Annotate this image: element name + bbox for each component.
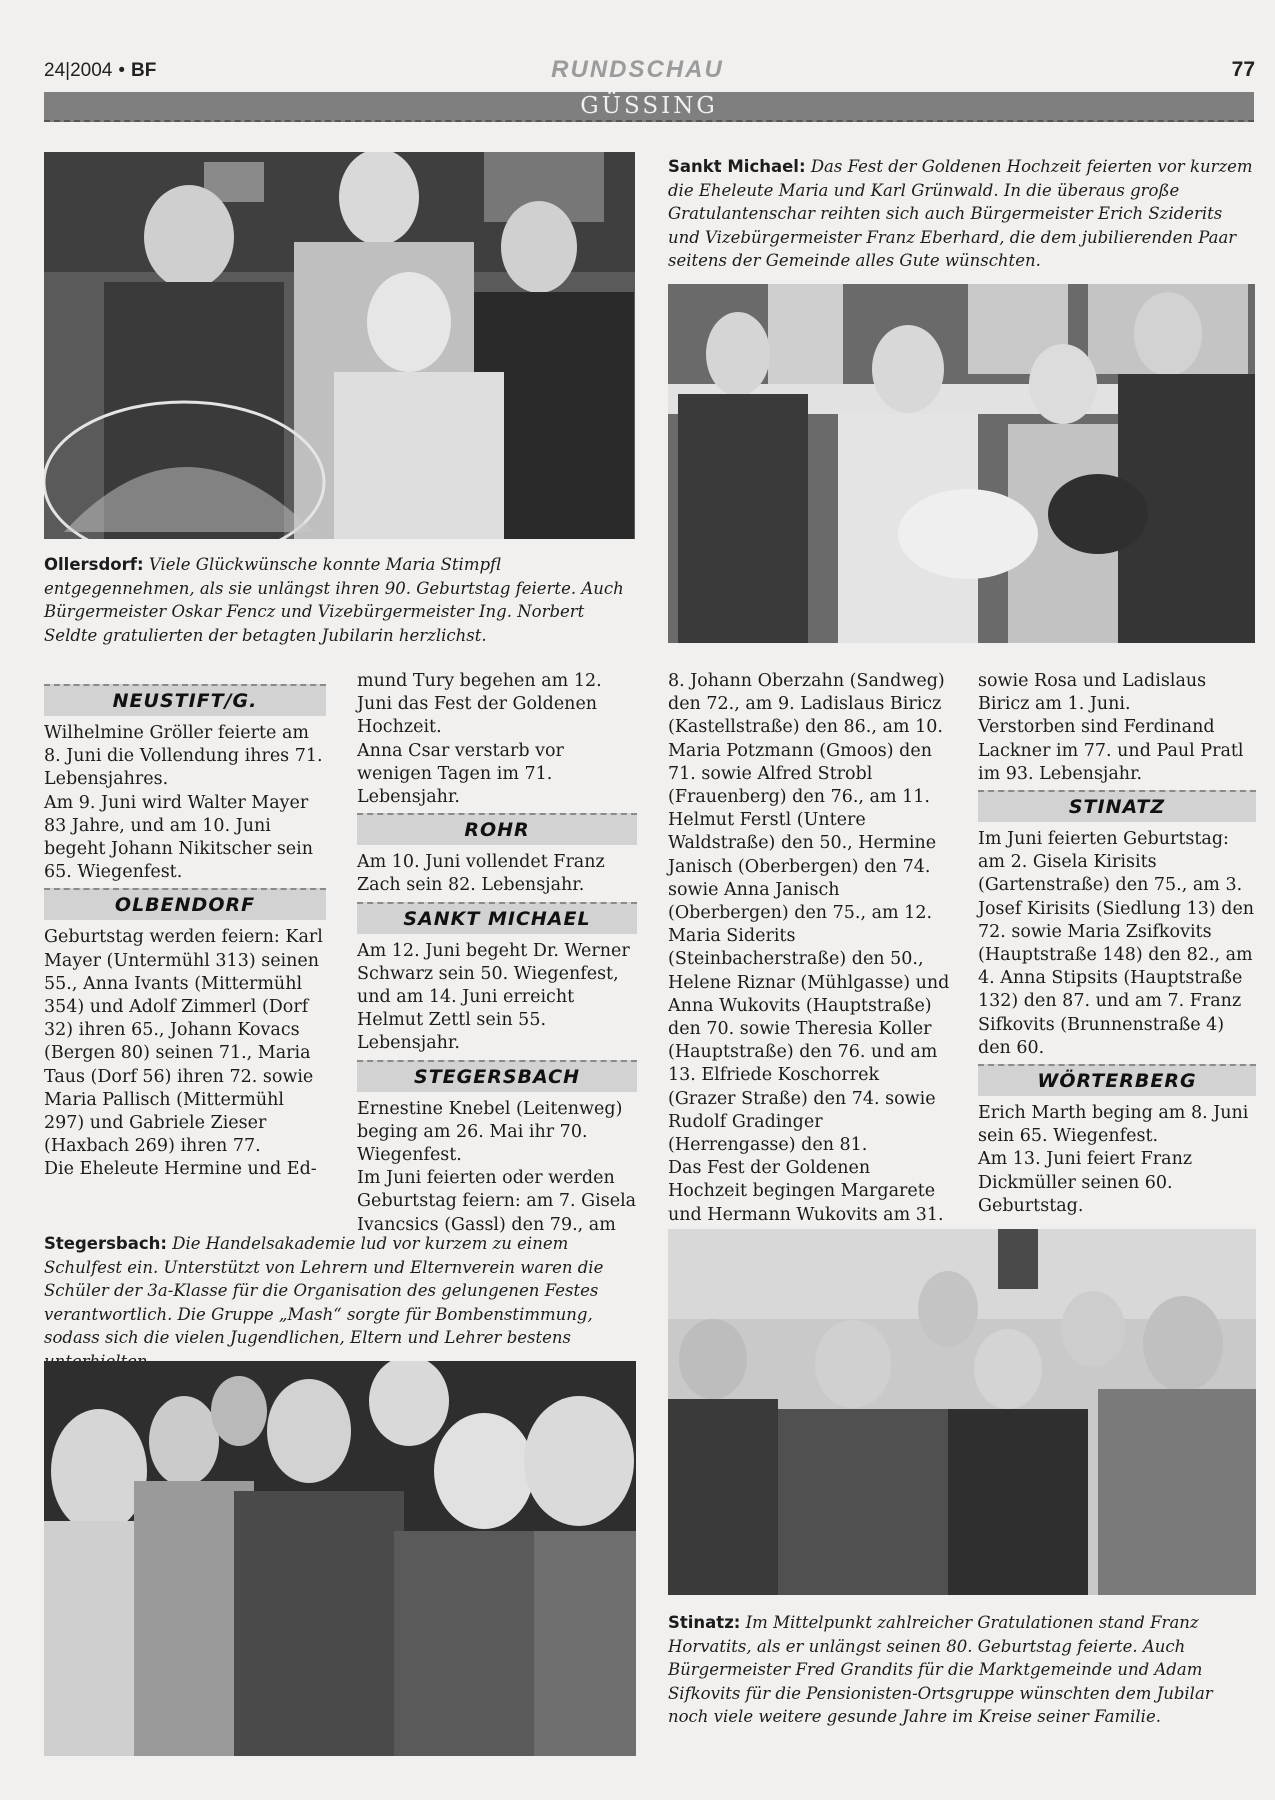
section-title: RUNDSCHAU [551,56,724,83]
article-paragraph: Verstorben sind Ferdinand Lackner im 77. und Paul Pratl im 93. Lebensjahr. [978,717,1244,784]
section-heading-rohr: ROHR [357,813,637,845]
article-paragraph: 8. Johann Oberzahn (Sandweg) den 72., am 9. Ladislaus Biricz (Kastellstraße) den 86., am 10. Maria Potzmann (Gmoos) den 71. sowie Alfred Strobl (Frauenberg) den 76., am 11. Helmut Ferstl (Untere Waldstraße) den 50., Hermine Janisch (Oberbergen) den 74. sowie Anna Janisch (Oberbergen) den 75., am 12. Maria Siderits (Steinbacherstraße) den 50., Helene Riznar (Mühlgasse) und Anna Wukovits (Hauptstraße) den 70. sowie Theresia Koller (Hauptstraße) den 76. und am 13. Elfriede Koschorrek (Grazer Straße) den 74. sowie Rudolf Gradinger (Herrengasse) den 81. [668,671,950,1156]
article-paragraph: Erich Marth beging am 8. Juni sein 65. Wiegenfest. [978,1103,1249,1147]
column-3 [668,670,952,1250]
photo-ollersdorf [44,152,635,539]
caption-place: Stinatz: [668,1613,741,1632]
column-1 [44,670,326,1182]
caption-place: Sankt Michael: [668,157,806,176]
region-banner [44,92,1254,122]
article-paragraph: Wilhelmine Gröller feierte am 8. Juni die Vollendung ihres 71. Lebensjahres. [44,723,323,790]
article-paragraph: Am 10. Juni vollendet Franz Zach sein 82. Lebensjahr. [357,852,605,896]
photo-stinatz [668,1229,1256,1595]
publication-name: BF [131,60,157,81]
photo-sankt-michael [668,284,1255,643]
region-banner-label: GÜSSING [580,93,718,119]
article-paragraph: Das Fest der Goldenen Hochzeit begingen Margarete und Hermann Wukovits am 31. [668,1158,944,1225]
article-paragraph: Geburtstag werden feiern: Karl Mayer (Untermühl 313) seinen 55., Anna Ivants (Mittermühl 354) und Adolf Zimmerl (Dorf 32) ihren 65., Johann Kovacs (Bergen 80) seinen 71., Maria Taus (Dorf 56) ihren 72. sowie Maria Pallisch (Mittermühl 297) und Gabriele Zieser (Haxbach 269) ihren 77. [44,927,323,1157]
caption-place: Stegersbach: [44,1234,167,1253]
caption-place: Ollersdorf: [44,555,144,574]
caption-ollersdorf [44,553,634,647]
article-paragraph: Anna Csar verstarb vor wenigen Tagen im 71. Lebensjahr. [357,740,564,808]
caption-stinatz [668,1611,1254,1729]
caption-stegersbach [44,1232,636,1373]
section-heading-olbendorf: OLBENDORF [44,888,326,920]
article-paragraph: Im Juni feierten Geburtstag: am 2. Gisela Kirisits (Gartenstraße) den 75., am 3. Josef Kirisits (Siedlung 13) den 72. sowie Maria Zsifkovits (Hauptstraße 148) den 82., am 4. Anna Stipsits (Hauptstraße 132) den 87. und am 7. Franz Sifkovits (Brunnenstraße 4) den 60. [978,829,1255,1058]
photo-stegersbach [44,1361,636,1756]
section-heading-woerterberg: WÖRTERBERG [978,1064,1256,1096]
column-2 [357,670,637,1237]
caption-text: Viele Glückwünsche konnte Maria Stimpfl entgegennehmen, als sie unlängst ihren 90. Geburtstag feierte. Auch Bürgermeister Oskar Fencz und Vizebürgermeister Ing. Norbert Seldte gratulierten der betagten Jubilarin herzlichst. [44,555,624,645]
article-paragraph: Am 9. Juni wird Walter Mayer 83 Jahre, und am 10. Juni begeht Johann Nikitscher sein 65. Wiegenfest. [44,792,314,883]
article-paragraph: Am 13. Juni feiert Franz Dickmüller seinen 60. Geburtstag. [978,1149,1193,1216]
section-heading-stinatz: STINATZ [978,790,1256,822]
caption-text: Das Fest der Goldenen Hochzeit feierten vor kurzem die Eheleute Maria und Karl Grünwald. In die überaus große Gratulantenschar reihten sich auch Bürgermeister Erich Sziderits und Vizebürgermeister Franz Eberhard, die dem jubilierenden Paar seitens der Gemeinde alles Gute wünschten. [668,157,1253,270]
section-heading-sankt-michael: SANKT MICHAEL [357,902,637,934]
article-paragraph: Am 12. Juni begeht Dr. Werner Schwarz sein 50. Wiegenfest, und am 14. Juni erreicht Helmut Zettl sein 55. Lebensjahr. [357,940,630,1054]
page-number: 77 [1231,58,1255,81]
column-4 [978,670,1256,1218]
section-heading-neustift: NEUSTIFT/G. [44,684,326,716]
caption-sankt-michael [668,155,1253,273]
article-paragraph: mund Tury begehen am 12. Juni das Fest der Goldenen Hochzeit. [357,671,602,738]
caption-text: Die Handelsakademie lud vor kurzem zu einem Schulfest ein. Unterstützt von Lehrern und Elternverein waren die Schüler der 3a-Klasse für die Organisation des gelungenen Festes verantwortlich. Die Gruppe „Mash“ sorgte für Bombenstimmung, sodass sich die vielen Jugendlichen, Eltern und Lehrer bestens [44,1234,604,1347]
caption-text: Im Mittelpunkt zahlreicher Gratulationen stand Franz Horvatits, als er unlängst seinen 80. Geburtstag feierte. Auch Bürgermeister Fred Grandits für die Marktgemeinde und Adam Sifkovits für die Pensionisten-Ortsgruppe wünschten dem Jubilar noch viele weitere gesunde Jahre im Kreise seiner Familie. [668,1613,1213,1726]
article-paragraph: Die Eheleute Hermine und Ed- [44,1159,317,1180]
article-paragraph: Ernestine Knebel (Leitenweg) beging am 26. Mai ihr 70. Wiegenfest. [357,1098,623,1166]
article-paragraph: sowie Rosa und Ladislaus Biricz am 1. Juni. [978,671,1207,715]
issue-number: 24|2004 [44,60,113,81]
section-heading-stegersbach: STEGERSBACH [357,1060,637,1092]
issue-bullet: • [118,60,125,81]
article-paragraph: Im Juni feierten oder werden Geburtstag feiern: am 7. Gisela Ivancsics (Gassl) den 79., am [357,1168,637,1235]
